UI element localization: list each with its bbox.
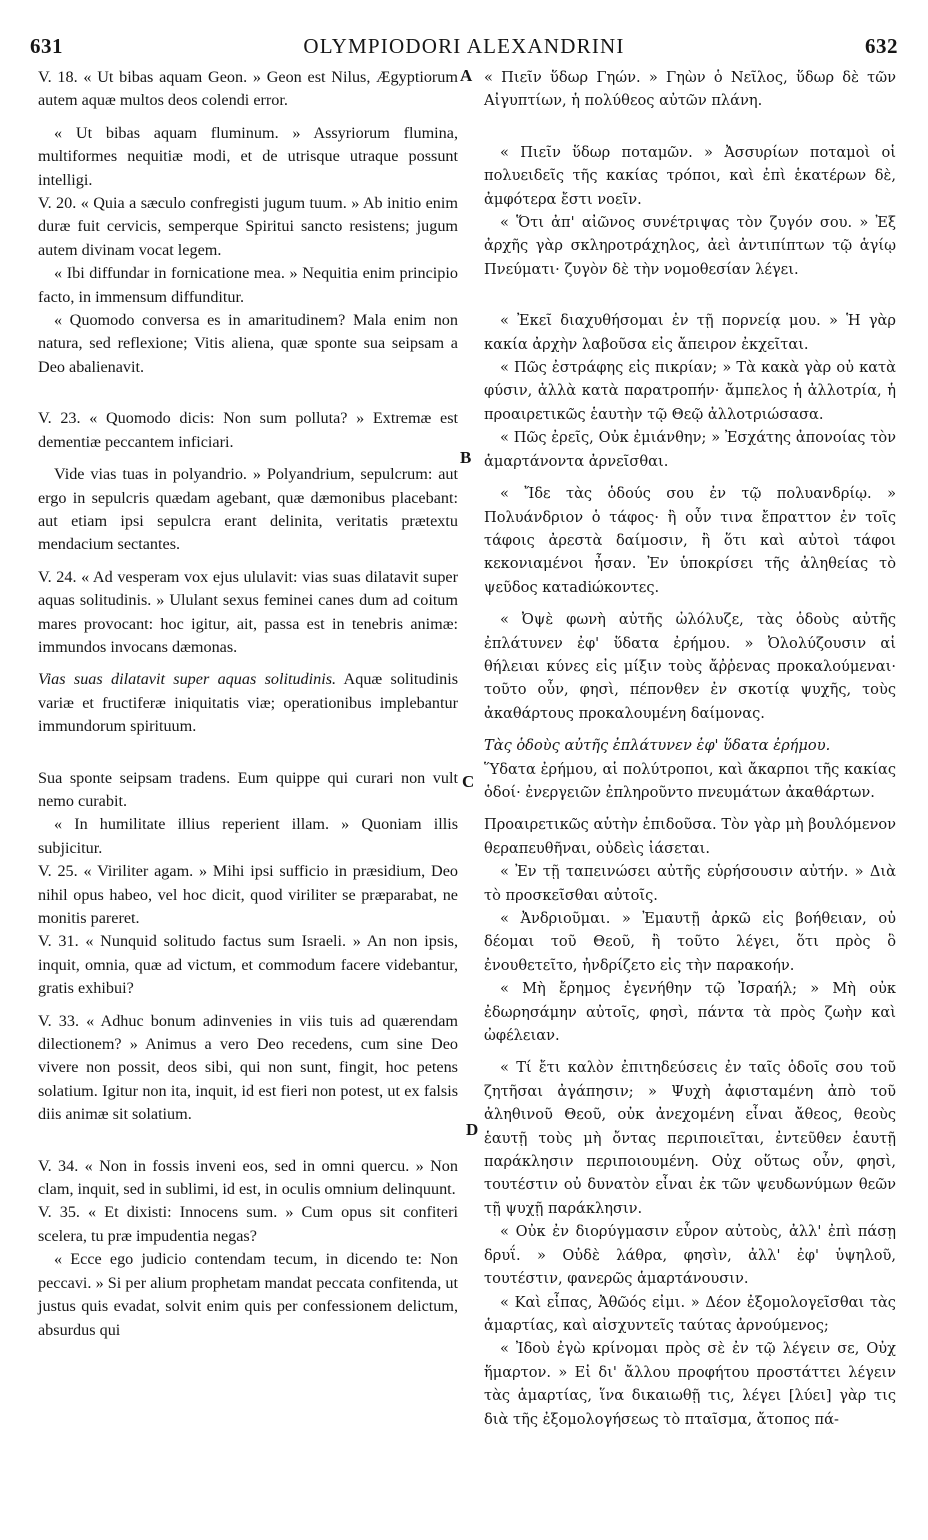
latin-paragraph: Aquæ solitudinis variæ et fructiferæ iniquitatis viæ; operationibus implebantur immundorum spirituum. bbox=[38, 670, 458, 736]
greek-paragraph: « Ἐν τῇ ταπεινώσει αὐτῆς εὑρήσουσιν αὐτήν. » Διὰ τὸ προσκεῖσθαι αὐτοῖς. bbox=[484, 863, 896, 904]
latin-paragraph: V. 31. « Nunquid solitudo factus sum Israeli. » An non ipsis, inquit, omnia, quæ ad victum, et commodum facere videbantur, gratis exhibui? bbox=[38, 932, 458, 998]
greek-paragraph: Ὕδατα ἐρήμου, αἱ πολύτροποι, καὶ ἄκαρποι τῆς κακίας ὁδοί· ἐνεργειῶν ἐπληροῦντο πνευμάτων ἀκαθάρτων. bbox=[484, 760, 896, 801]
latin-paragraph: Sua sponte seipsam tradens. Eum quippe qui curari non vult nemo curabit. bbox=[38, 768, 458, 810]
greek-paragraph: « Ἀνδριοῦμαι. » Ἐμαυτῇ ἀρκῶ εἰς βοήθειαν, οὐ δέομαι τοῦ Θεοῦ, ἢ τοῦτο λέγει, ὅτι πρὸς ὃ ἐνουθετεῖτο, ἠνδρίζετο εἰς τὴν παρακοήν. bbox=[484, 910, 896, 974]
greek-paragraph: « Ἴδε τὰς ὁδούς σου ἐν τῷ πολυανδρίῳ. » Πολυάνδριον ὁ τάφος· ἢ οὖν τινα ἔπραττον ἐν τοῖς τάφοις ἀρεστὰ δαίμοσιν, ἢ ὅτι καὶ αὐτοὶ τάφοι κεκονιαμένοι ἦσαν. Ἐν ὑποκρίσει τῆς ἀληθείας τὸ ψεῦδος κατadiώκοντες. bbox=[484, 485, 896, 596]
greek-paragraph: « Μὴ ἔρημος ἐγενήθην τῷ Ἰσραήλ; » Μὴ οὐκ ἐδωρησάμην αὐτοῖς, φησὶ, πάντα τὰ πρὸς ζωὴν καὶ ὠφέλειαν. bbox=[484, 980, 896, 1045]
page-number-right: 632 bbox=[865, 34, 898, 58]
latin-italic-lemma: Vias suas dilatavit super aquas solitudinis. bbox=[38, 670, 337, 689]
latin-column bbox=[38, 66, 458, 1342]
section-marker-d: D bbox=[466, 1120, 479, 1139]
latin-paragraph: V. 18. « Ut bibas aquam Geon. » Geon est Nilus, Ægyptiorum autem aquæ multos deos colendi error. bbox=[38, 68, 458, 110]
latin-paragraph: V. 33. « Adhuc bonum adinvenies in viis tuis ad quærendam dilectionem? » Animus a vero Deo recedens, cum sine Deo vivere non possit, deos sibi, qui non sunt, fingit, hoc petens solatium. Igitur non ita, inquit, id est fieri non potest, ut ex falsis diis animæ sit solatium. bbox=[38, 1011, 458, 1124]
greek-paragraph: Προαιρετικῶς αὑτὴν ἐπιδοῦσα. Τὸν γὰρ μὴ βουλόμενον θεραπευθῆναι, οὐδεὶς ἰάσεται. bbox=[484, 816, 896, 857]
latin-paragraph: V. 34. « Non in fossis inveni eos, sed in omni quercu. » Non clam, inquit, sed in sublimi, id est, in oculis omnium delinquunt. bbox=[38, 1156, 458, 1199]
latin-paragraph: V. 35. « Et dixisti: Innocens sum. » Cum opus sit confiteri scelera, tu præ impudentia negas? bbox=[38, 1203, 458, 1245]
greek-paragraph: « Πιεῖν ὕδωρ Γηών. » Γηὼν ὁ Νεῖλος, ὕδωρ δὲ τῶν Αἰγυπτίων, ἡ πολύθεος αὐτῶν πλάνη. bbox=[484, 69, 896, 110]
latin-paragraph: « Ibi diffundar in fornicatione mea. » Nequitia enim principio facto, in immensum diffunditur. bbox=[38, 264, 458, 306]
greek-paragraph: « Ἐκεῖ διαχυθήσομαι ἐν τῇ πορνείᾳ μου. » Ἡ γὰρ κακία ἀρχὴν λαβοῦσα εἰς ἄπειρον ἐκχεῖται. bbox=[484, 312, 896, 353]
greek-paragraph: « Ὅτι ἀπ' αἰῶνος συνέτριψας τὸν ζυγόν σου. » Ἐξ ἀρχῆς γὰρ σκληροτράχηλος, ἀεὶ ἀντιπίπτων τῷ ἁγίῳ Πνεύματι· ζυγὸν δὲ τὴν νομοθεσίαν λέγει. bbox=[484, 214, 896, 278]
greek-italic-lemma: Τὰς ὁδοὺς αὐτῆς ἐπλάτυνεν ἐφ' ὕδατα ἐρήμου. bbox=[484, 737, 831, 755]
page-number-left: 631 bbox=[30, 34, 63, 58]
greek-column bbox=[484, 66, 896, 1431]
greek-paragraph: « Τί ἔτι καλὸν ἐπιτηδεύσεις ἐν ταῖς ὁδοῖς σου τοῦ ζητῆσαι ἀγάπησιν; » Ψυχὴ ἀφισταμένη ἀπὸ τοῦ ἀληθινοῦ Θεοῦ, οὐκ ἀνεχομένη εἶναι ἄθεος, θεοὺς ἑαυτῇ τοὺς μὴ ὄντας περιποιεῖται, ἐντεῦθεν ἑαυτῇ παράκλησιν περιποιουμένη. Οὐχ οὕτως οὖν, φησὶ, τουτέστιν οὐ δυνατὸν εἶναι ἐκ τῶν ψευδωνύμων θεῶν τῇ ψυχῇ παράκλησιν. bbox=[484, 1059, 896, 1217]
greek-paragraph: « Πῶς ἐρεῖς, Οὐκ ἐμιάνθην; » Ἐσχάτης ἀπονοίας τὸν ἁμαρτάνοντα ἀρνεῖσθαι. bbox=[484, 429, 896, 470]
latin-paragraph: « Ecce ego judicio contendam tecum, in dicendo te: Non peccavi. » Si per alium prophetam mandat peccata confitenda, ut justus quis evadat, solvit enim quis per confessionem delictum, absurdus qui bbox=[38, 1250, 458, 1339]
greek-paragraph: « Ἰδοὺ ἐγὼ κρίνομαι πρὸς σὲ ἐν τῷ λέγειν σε, Οὐχ ἥμαρτον. » Εἰ δι' ἄλλου προφήτου προστάττει λέγειν τὰς ἁμαρτίας, ἵνα δικαιωθῇ τις, λέγει [λύει] γὰρ τις διὰ τῆς ἐξομολογήσεως τὸ πταῖσμα, ἄτοπος πά- bbox=[484, 1340, 896, 1428]
page-header bbox=[0, 34, 928, 68]
section-marker-a: A bbox=[460, 66, 473, 85]
section-marker-b: B bbox=[460, 448, 472, 467]
latin-paragraph: « Quomodo conversa es in amaritudinem? Mala enim non natura, sed reflexione; Vitis aliena, quæ sponte sua seipsam a Deo abalienavit. bbox=[38, 311, 458, 376]
greek-paragraph: « Καὶ εἶπας, Ἀθῶός εἰμι. » Δέον ἐξομολογεῖσθαι τὰς ἁμαρτίας, καὶ αἰσχυντεῖς ταύτας ἀρνούμενος; bbox=[484, 1293, 896, 1334]
greek-paragraph: « Πιεῖν ὕδωρ ποταμῶν. » Ἀσσυρίων ποταμοὶ οἱ πολυειδεῖς τῆς κακίας τρόποι, καὶ ἐπὶ ἑκατέρων δὲ, ἀμφότερα ἔστι νοεῖν. bbox=[484, 143, 896, 208]
latin-paragraph: V. 25. « Viriliter agam. » Mihi ipsi sufficio in præsidium, Deo nihil opus habeo, vel hoc dicit, quod viriliter se præparabat, ne monitis pareret. bbox=[38, 862, 458, 927]
running-title: OLYMPIODORI ALEXANDRINI bbox=[303, 34, 625, 58]
greek-paragraph: « Ὀψὲ φωνὴ αὐτῆς ὠλόλυζε, τὰς ὁδοὺς αὐτῆς ἐπλάτυνεν ἐφ' ὕδατα ἐρήμου. » Ὀλολύζουσιν αἱ θήλειαι κύνες εἰς μίξιν τοὺς ἄῤῥενας προκαλούμεναι· τοῦτο οὖν, φησὶ, πέπονθεν ἐν σκοτίᾳ ψυχῆς, τοὺς ἀκαθάρτους προκαλουμένη δαίμονας. bbox=[484, 611, 896, 722]
greek-paragraph: « Οὐκ ἐν διορύγμασιν εὗρον αὐτοὺς, ἀλλ' ἐπὶ πάσῃ δρυΐ. » Οὐδὲ λάθρα, φησὶν, ἀλλ' ἐφ' ὑψηλοῦ, τουτέστιν, φανερῶς ἁμαρτάνουσιν. bbox=[484, 1223, 896, 1288]
latin-paragraph: V. 23. « Quomodo dicis: Non sum polluta? » Extremæ est dementiæ peccantem inficiari. bbox=[38, 409, 458, 451]
latin-paragraph: V. 20. « Quia a sæculo confregisti jugum tuum. » Ab initio enim duræ fuit cervicis, semperque Spiritui sancto resistens; jugum autem divinam vocat legem. bbox=[38, 194, 458, 259]
section-marker-c: C bbox=[462, 772, 475, 791]
latin-paragraph: Vide vias tuas in polyandrio. » Polyandrium, sepulcrum: aut ergo in sepulcris quædam agebant, quæ dæmonibus placebant: aut etiam ipsi sepulcra erant delinita, veritatis prætextu mendacium sectantes. bbox=[38, 465, 458, 554]
latin-paragraph: V. 24. « Ad vesperam vox ejus ululavit: vias suas dilatavit super aquas solitudinis. » Ululant sexus feminei canes dum ad coitum mares provocant: hoc igitur, ait, passa est in tenebris animæ: immundos invocans dæmonas. bbox=[38, 567, 458, 656]
latin-paragraph: « In humilitate illius reperient illam. » Quoniam illis subjicitur. bbox=[38, 815, 458, 857]
greek-paragraph: « Πῶς ἐστράφης εἰς πικρίαν; » Τὰ κακὰ γὰρ οὐ κατὰ φύσιν, ἀλλὰ κατὰ παρατροπήν· ἄμπελος ἡ ἀλλοτρία, ἡ προαιρετικῶς ἑαυτὴν τῷ Θεῷ ἀλλοτριώσασα. bbox=[484, 359, 896, 423]
latin-paragraph: « Ut bibas aquam fluminum. » Assyriorum flumina, multiformes nequitiæ modi, et de utrisque utraque possunt intelligi. bbox=[38, 123, 458, 189]
